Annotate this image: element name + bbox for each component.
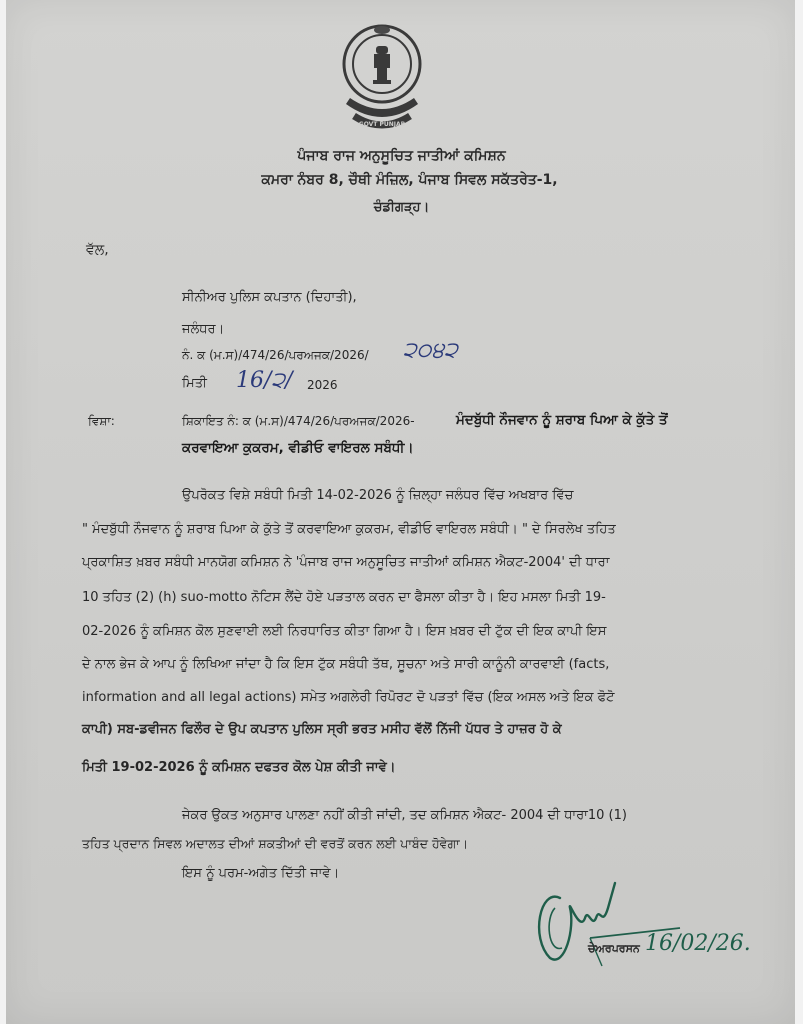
- org-city: ਚੰਡੀਗੜ੍ਹ।: [373, 200, 430, 215]
- closing-line: ਇਸ ਨੂੰ ਪਰਮ-ਅਗੇਤ ਦਿੱਤੀ ਜਾਵੇ।: [182, 866, 340, 881]
- svg-text:GOVT PUNJAB: GOVT PUNJAB: [358, 121, 406, 128]
- body-line: ਦੇ ਨਾਲ ਭੇਜ ਕੇ ਆਪ ਨੂੰ ਲਿਖਿਆ ਜਾਂਦਾ ਹੈ ਕਿ ਇਸ ਟੁੱਕ ਸਬੰਧੀ ਤੱਥ, ਸੂਚਨਾ ਅਤੇ ਸਾਰੀ ਕਾਨੂੰਨੀ ਕਾਰਵਾਈ (facts,: [82, 657, 610, 672]
- date-label: ਮਿਤੀ: [182, 376, 207, 391]
- body-line: ਪ੍ਰਕਾਸ਼ਿਤ ਖ਼ਬਰ ਸਬੰਧੀ ਮਾਨਯੋਗ ਕਮਿਸ਼ਨ ਨੇ 'ਪੰਜਾਬ ਰਾਜ ਅਨੁਸੂਚਿਤ ਜਾਤੀਆਂ ਕਮਿਸ਼ਨ ਐਕਟ-2004' ਦੀ ਧਾਰਾ: [82, 555, 610, 570]
- signature-icon: [530, 878, 760, 968]
- recipient-place: ਜਲੰਧਰ।: [182, 322, 225, 337]
- svg-text:16/02/26.: 16/02/26.: [645, 931, 751, 956]
- body-line: 10 ਤਹਿਤ (2) (h) suo-motto ਨੋਟਿਸ ਲੈਂਦੇ ਹੋਏ ਪੜਤਾਲ ਕਰਨ ਦਾ ਫੈਸਲਾ ਕੀਤਾ ਹੈ। ਇਹ ਮਸਲਾ ਮਿਤੀ 19-: [82, 590, 606, 605]
- body-line: " ਮੰਦਬੁੱਧੀ ਨੌਜਵਾਨ ਨੂੰ ਸ਼ਰਾਬ ਪਿਆ ਕੇ ਕੁੱਤੇ ਤੋਂ ਕਰਵਾਇਆ ਕੁਕਰਮ, ਵੀਡੀਓ ਵਾਇਰਲ ਸਬੰਧੀ। " ਦੇ ਸਿਰਲੇਖ ਤਹਿਤ: [82, 522, 616, 537]
- body-line: 02-2026 ਨੂੰ ਕਮਿਸ਼ਨ ਕੋਲ ਸੁਣਵਾਈ ਲਈ ਨਿਰਧਾਰਿਤ ਕੀਤਾ ਗਿਆ ਹੈ। ਇਸ ਖ਼ਬਰ ਦੀ ਟੁੱਕ ਦੀ ਇਕ ਕਾਪੀ ਇਸ: [82, 624, 607, 639]
- subject-label: ਵਿਸ਼ਾ:: [88, 414, 115, 428]
- org-name: ਪੰਜਾਬ ਰਾਜ ਅਨੁਸੂਚਿਤ ਜਾਤੀਆਂ ਕਮਿਸ਼ਨ: [297, 148, 506, 164]
- govt-emblem-icon: [340, 22, 424, 132]
- subject-complaint-number: ਸ਼ਿਕਾਇਤ ਨੰ: ਕ (ਮ.ਸ)/474/26/ਪਰਅਜਕ/2026-: [182, 414, 415, 428]
- body-line: information and all legal actions) ਸਮੇਤ ਅਗਲੇਰੀ ਰਿਪੋਰਟ ਦੋ ਪੜਤਾਂ ਵਿੱਚ (ਇਕ ਅਸਲ ਅਤੇ ਇਕ ਫੋਟੋ: [82, 690, 615, 705]
- salutation: ਵੱਲ,: [86, 242, 109, 258]
- body-line: ਮਿਤੀ 19-02-2026 ਨੂੰ ਕਮਿਸ਼ਨ ਦਫਤਰ ਕੋਲ ਪੇਸ਼ ਕੀਤੀ ਜਾਵੇ।: [82, 760, 396, 775]
- subject-title-line1: ਮੰਦਬੁੱਧੀ ਨੌਜਵਾਨ ਨੂੰ ਸ਼ਰਾਬ ਪਿਆ ਕੇ ਕੁੱਤੇ ਤੋਂ: [456, 412, 668, 428]
- recipient-designation: ਸੀਨੀਅਰ ਪੁਲਿਸ ਕਪਤਾਨ (ਦਿਹਾਤੀ),: [182, 290, 357, 305]
- signatory-title: ਚੇਅਰਪਰਸਨ: [588, 942, 640, 955]
- body-line: ਤਹਿਤ ਪ੍ਰਦਾਨ ਸਿਵਲ ਅਦਾਲਤ ਦੀਆਂ ਸ਼ਕਤੀਆਂ ਦੀ ਵਰਤੋਂ ਕਰਨ ਲਈ ਪਾਬੰਦ ਹੋਵੇਗਾ।: [82, 836, 469, 851]
- body-line: ਉਪਰੋਕਤ ਵਿਸ਼ੇ ਸਬੰਧੀ ਮਿਤੀ 14-02-2026 ਨੂੰ ਜ਼ਿਲ੍ਹਾ ਜਲੰਧਰ ਵਿੱਚ ਅਖਬਾਰ ਵਿੱਚ: [182, 488, 574, 503]
- reference-number-label: ਨੰ. ਕ (ਮ.ਸ)/474/26/ਪਰਅਜਕ/2026/: [182, 348, 369, 362]
- handwritten-reference-number: ੨੦੪੨: [403, 338, 458, 363]
- handwritten-date: 16/੨/: [236, 368, 293, 393]
- subject-title-line2: ਕਰਵਾਇਆ ਕੁਕਰਮ, ਵੀਡੀਓ ਵਾਇਰਲ ਸਬੰਧੀ।: [182, 440, 414, 456]
- date-year: 2026: [307, 378, 338, 392]
- org-address: ਕਮਰਾ ਨੰਬਰ 8, ਚੌਥੀ ਮੰਜ਼ਿਲ, ਪੰਜਾਬ ਸਿਵਲ ਸਕੱਤਰੇਤ-1,: [261, 172, 558, 188]
- body-line: ਜੇਕਰ ਉਕਤ ਅਨੁਸਾਰ ਪਾਲਣਾ ਨਹੀਂ ਕੀਤੀ ਜਾਂਦੀ, ਤਦ ਕਮਿਸ਼ਨ ਐਕਟ- 2004 ਦੀ ਧਾਰਾ10 (1): [182, 808, 627, 823]
- body-line: ਕਾਪੀ) ਸਬ-ਡਵੀਜਨ ਫਿਲੌਰ ਦੇ ਉਪ ਕਪਤਾਨ ਪੁਲਿਸ ਸ੍ਰੀ ਭਰਤ ਮਸੀਹ ਵੱਲੋਂ ਨਿੱਜੀ ਪੱਧਰ ਤੇ ਹਾਜ਼ਰ ਹੋ ਕੇ: [82, 722, 562, 737]
